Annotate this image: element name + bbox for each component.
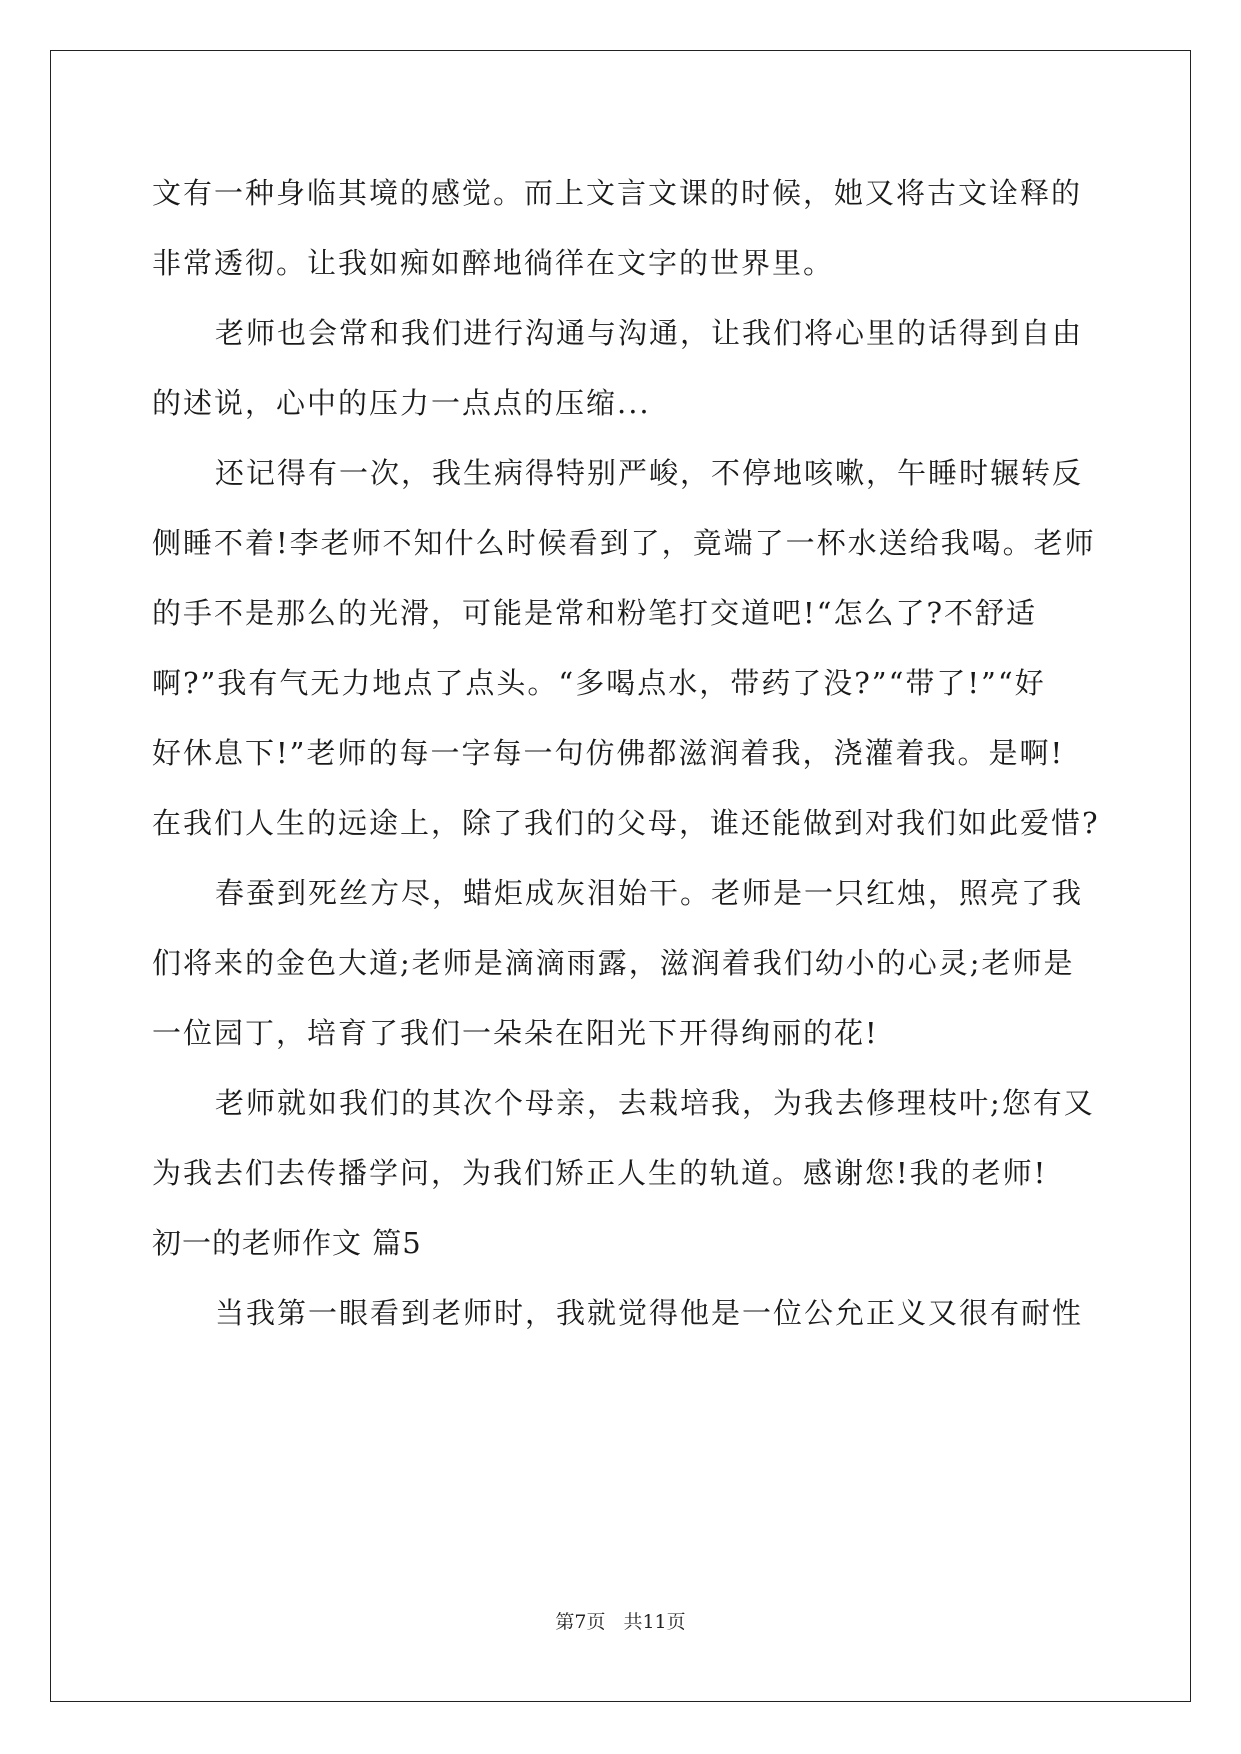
text-line: 侧睡不着!李老师不知什么时候看到了，竟端了一杯水送给我喝。老师 [152, 526, 1096, 560]
paragraph-start-line: 春蚕到死丝方尽，蜡炬成灰泪始干。老师是一只红烛，照亮了我 [215, 876, 1084, 910]
text-line: 好休息下!”老师的每一字每一句仿佛都滋润着我，浇灌着我。是啊! [152, 736, 1065, 770]
page-total: 共11页 [623, 1611, 686, 1633]
page-number: 第7页 [555, 1611, 606, 1633]
text-line: 在我们人生的远途上，除了我们的父母，谁还能做到对我们如此爱惜? [152, 806, 1100, 840]
page-footer [0, 1610, 1241, 1634]
text-line: 啊?”我有气无力地点了点头。“多喝点水，带药了没?”“带了!”“好 [152, 666, 1046, 700]
document-body [152, 158, 1100, 1348]
text-line: 的手不是那么的光滑，可能是常和粉笔打交道吧!“怎么了?不舒适 [152, 596, 1038, 630]
text-line: 文有一种身临其境的感觉。而上文言文课的时候，她又将古文诠释的 [152, 176, 1083, 210]
section-heading: 初一的老师作文 篇5 [152, 1226, 422, 1260]
paragraph-start-line: 还记得有一次，我生病得特别严峻，不停地咳嗽，午睡时辗转反 [215, 456, 1084, 490]
text-line: 们将来的金色大道;老师是滴滴雨露，滋润着我们幼小的心灵;老师是 [152, 946, 1075, 980]
paragraph-start-line: 当我第一眼看到老师时，我就觉得他是一位公允正义又很有耐性 [215, 1296, 1084, 1330]
paragraph-start-line: 老师也会常和我们进行沟通与沟通，让我们将心里的话得到自由 [215, 316, 1084, 350]
paragraph-start-line: 老师就如我们的其次个母亲，去栽培我，为我去修理枝叶;您有又 [215, 1086, 1095, 1120]
text-line: 为我去们去传播学问，为我们矫正人生的轨道。感谢您!我的老师! [152, 1156, 1048, 1190]
text-line: 一位园丁，培育了我们一朵朵在阳光下开得绚丽的花! [152, 1016, 879, 1050]
text-line: 的述说，心中的压力一点点的压缩... [152, 386, 651, 420]
text-line: 非常透彻。让我如痴如醉地徜徉在文字的世界里。 [152, 246, 835, 280]
